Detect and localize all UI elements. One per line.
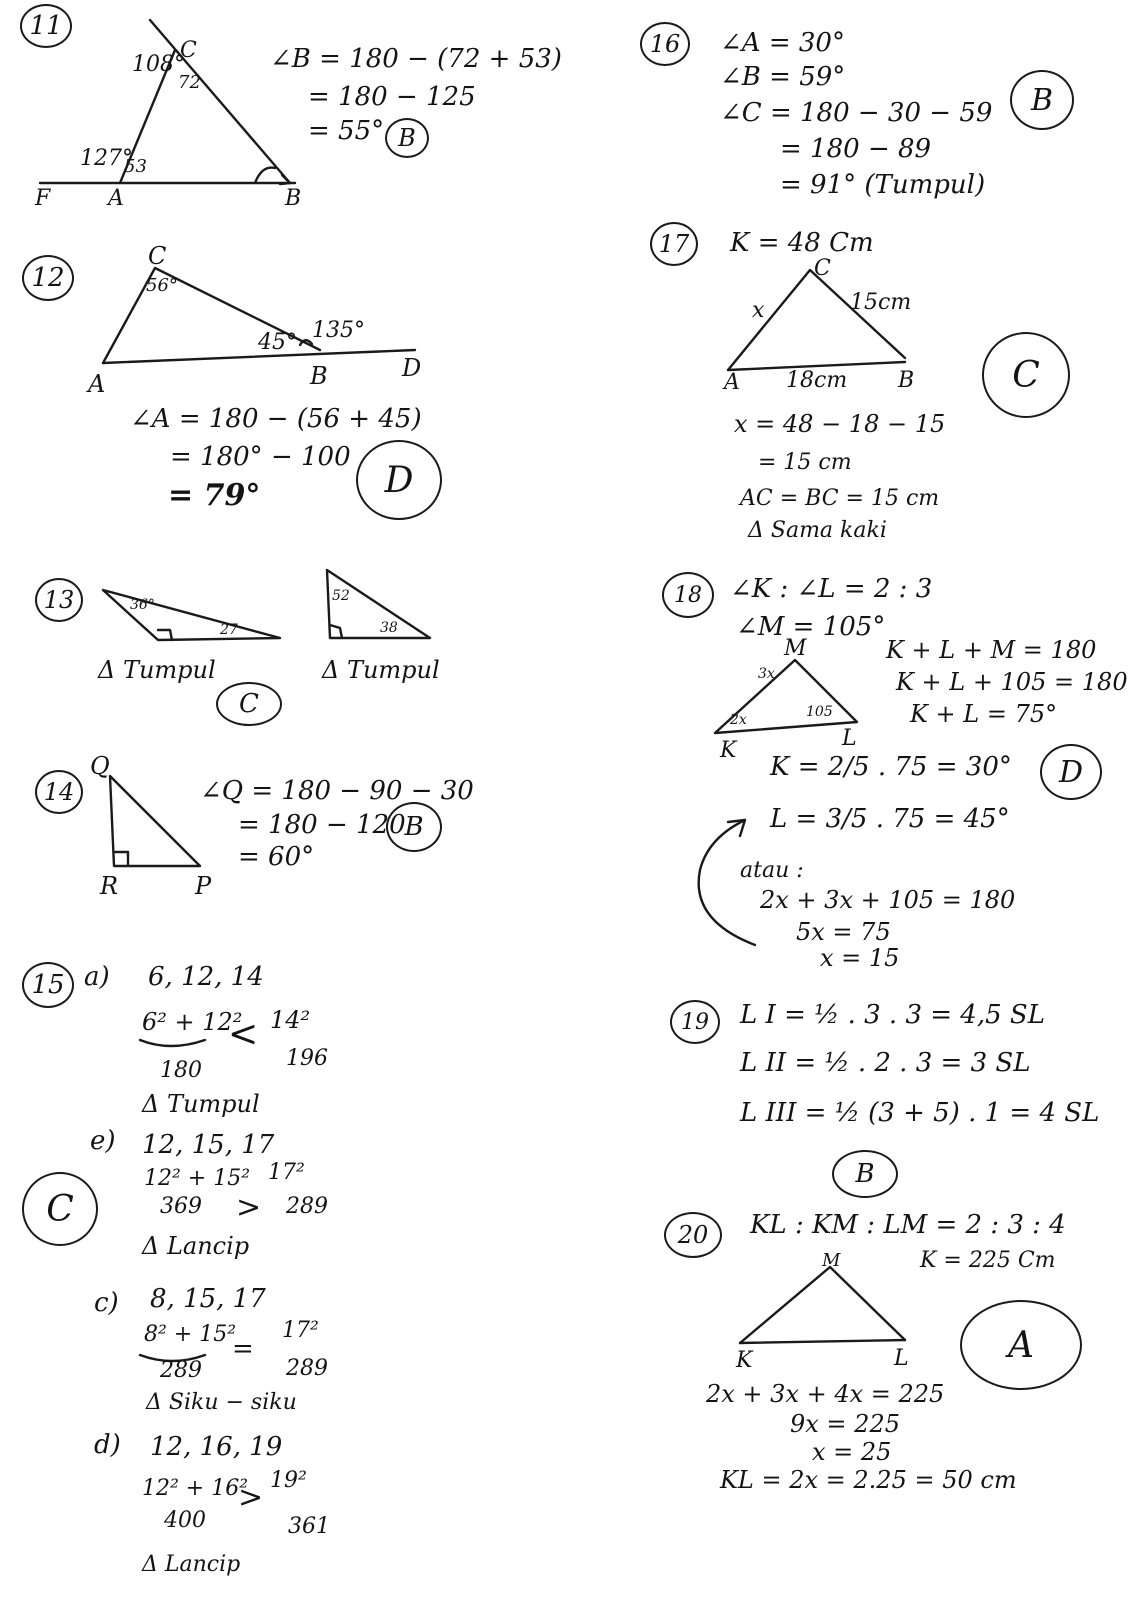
q15a-right-val: 196 bbox=[286, 1046, 328, 1071]
q15c-label: c) bbox=[94, 1288, 119, 1318]
q20-given-1: KL : KM : LM = 2 : 3 : 4 bbox=[750, 1210, 1066, 1240]
q13-number: 13 bbox=[35, 578, 83, 622]
q15d-sides: 12, 16, 19 bbox=[150, 1432, 283, 1462]
q11-work-1: ∠B = 180 − (72 + 53) bbox=[270, 44, 562, 74]
q15d-left-val: 400 bbox=[164, 1508, 206, 1533]
q15e-result: Δ Lancip bbox=[142, 1232, 250, 1260]
q11-answer: B bbox=[385, 118, 429, 158]
q20-label-m: M bbox=[822, 1250, 841, 1271]
q15c-right: 17² bbox=[282, 1318, 319, 1343]
q14-work-2: = 180 − 120 bbox=[238, 810, 406, 840]
q18-sum-2: K + L + 105 = 180 bbox=[896, 668, 1128, 696]
q18-alt-1: 2x + 3x + 105 = 180 bbox=[760, 886, 1016, 914]
q11-label-72: 72 bbox=[178, 72, 201, 93]
q14-number: 14 bbox=[35, 770, 83, 814]
q20-work-4: KL = 2x = 2.25 = 50 cm bbox=[720, 1466, 1017, 1494]
q17-work-3: AC = BC = 15 cm bbox=[740, 486, 940, 511]
q12-work-2: = 180° − 100 bbox=[170, 442, 351, 472]
q15e-sides: 12, 15, 17 bbox=[142, 1130, 275, 1160]
q15e-right: 17² bbox=[268, 1160, 305, 1185]
q17-work-1: x = 48 − 18 − 15 bbox=[734, 410, 946, 438]
q20-work-1: 2x + 3x + 4x = 225 bbox=[706, 1380, 945, 1408]
q18-number: 18 bbox=[662, 572, 714, 618]
q11-label-b: B bbox=[285, 186, 302, 211]
q17-answer: C bbox=[982, 332, 1070, 418]
q18-alt-label: atau : bbox=[740, 858, 804, 883]
q18-sum-3: K + L = 75° bbox=[910, 700, 1058, 728]
q15d-left: 12² + 16² bbox=[142, 1476, 249, 1501]
q13-fig2-caption: Δ Tumpul bbox=[322, 656, 440, 684]
q16-work-4: = 180 − 89 bbox=[780, 134, 932, 164]
q13-triangle-2 bbox=[327, 570, 430, 638]
q17-label-ab: 18cm bbox=[786, 368, 848, 393]
q16-work-2: ∠B = 59° bbox=[720, 62, 846, 92]
q15c-left: 8² + 15² bbox=[144, 1322, 237, 1347]
q17-given: K = 48 Cm bbox=[730, 228, 874, 258]
q17-label-a: A bbox=[724, 370, 740, 395]
q15-answer: C bbox=[22, 1172, 98, 1246]
q15e-right-val: 289 bbox=[286, 1194, 328, 1219]
q19-work-1: L I = ½ . 3 . 3 = 4,5 SL bbox=[740, 1000, 1045, 1030]
q20-answer: A bbox=[960, 1300, 1082, 1390]
q15e-label: e) bbox=[90, 1126, 116, 1156]
q12-work-1: ∠A = 180 − (56 + 45) bbox=[130, 404, 422, 434]
q20-number: 20 bbox=[664, 1212, 722, 1258]
q18-alt-2: 5x = 75 bbox=[796, 918, 891, 946]
q17-label-c: C bbox=[814, 256, 831, 281]
q15d-right-val: 361 bbox=[288, 1514, 330, 1539]
q16-work-5: = 91° (Tumpul) bbox=[780, 170, 986, 200]
q11-label-f: F bbox=[35, 186, 51, 211]
q11-label-127: 127° bbox=[80, 146, 133, 171]
q17-label-bc: 15cm bbox=[850, 290, 912, 315]
q15e-left: 12² + 15² bbox=[144, 1166, 251, 1191]
q12-number: 12 bbox=[22, 255, 74, 301]
q18-label-k: K bbox=[720, 738, 737, 763]
q11-label-108: 108° bbox=[132, 52, 185, 77]
q12-label-d: D bbox=[402, 354, 422, 382]
q15-number: 15 bbox=[22, 962, 74, 1008]
q17-work-2: = 15 cm bbox=[758, 450, 852, 475]
q19-work-2: L II = ½ . 2 . 3 = 3 SL bbox=[740, 1048, 1031, 1078]
q15d-result: Δ Lancip bbox=[142, 1552, 241, 1577]
q20-work-2: 9x = 225 bbox=[790, 1410, 900, 1438]
q16-answer: B bbox=[1010, 70, 1074, 130]
q16-work-1: ∠A = 30° bbox=[720, 28, 845, 58]
q11-number: 11 bbox=[20, 4, 72, 48]
q15a-result: Δ Tumpul bbox=[142, 1090, 260, 1118]
q12-work-3: = 79° bbox=[168, 478, 261, 513]
q18-label-3x: 3x bbox=[758, 666, 775, 682]
q18-label-m: M bbox=[784, 636, 807, 661]
q15e-cmp: > bbox=[236, 1190, 262, 1225]
q13-fig1-angle-36: 36° bbox=[130, 597, 155, 613]
q12-label-b: B bbox=[310, 362, 328, 390]
q20-label-k: K bbox=[736, 1348, 753, 1373]
q14-label-r: R bbox=[100, 872, 119, 900]
q15c-result: Δ Siku − siku bbox=[146, 1390, 297, 1415]
q18-work-1: K = 2/5 . 75 = 30° bbox=[770, 752, 1012, 782]
q15a-right: 14² bbox=[270, 1006, 311, 1034]
q15e-left-val: 369 bbox=[160, 1194, 202, 1219]
q17-label-x: x bbox=[752, 298, 765, 323]
q15d-cmp: > bbox=[238, 1480, 264, 1515]
q15a-sides: 6, 12, 14 bbox=[148, 962, 264, 992]
q17-number: 17 bbox=[650, 222, 698, 266]
q15c-left-val: 289 bbox=[160, 1358, 202, 1383]
q11-triangle bbox=[40, 20, 295, 184]
q11-label-53: 53 bbox=[124, 156, 147, 177]
q11-work-2: = 180 − 125 bbox=[308, 82, 476, 112]
q18-given-2: ∠M = 105° bbox=[736, 612, 886, 642]
q17-label-b: B bbox=[898, 368, 915, 393]
q18-alt-3: x = 15 bbox=[820, 944, 900, 972]
q13-fig2-angle-52: 52 bbox=[332, 588, 350, 604]
q20-work-3: x = 25 bbox=[812, 1438, 892, 1466]
q16-number: 16 bbox=[640, 22, 690, 66]
q11-label-a: A bbox=[108, 186, 124, 211]
q19-work-3: L III = ½ (3 + 5) . 1 = 4 SL bbox=[740, 1098, 1100, 1128]
q14-triangle bbox=[110, 776, 200, 866]
q15c-right-val: 289 bbox=[286, 1356, 328, 1381]
q15a-left-val: 180 bbox=[160, 1058, 202, 1083]
q14-label-q: Q bbox=[90, 752, 110, 780]
q11-work-3: = 55° bbox=[308, 116, 385, 146]
q14-work-3: = 60° bbox=[238, 842, 315, 872]
q12-answer: D bbox=[356, 440, 442, 520]
q17-work-4: Δ Sama kaki bbox=[748, 518, 887, 543]
q15a-cmp: < bbox=[228, 1014, 259, 1055]
q18-answer: D bbox=[1040, 744, 1102, 800]
q12-label-56: 56° bbox=[146, 275, 178, 296]
q20-triangle bbox=[740, 1267, 905, 1343]
q15d-label: d) bbox=[94, 1430, 121, 1460]
q14-answer: B bbox=[386, 802, 442, 852]
q15a-label: a) bbox=[84, 962, 110, 992]
q15c-cmp: = bbox=[232, 1334, 254, 1364]
q15d-right: 19² bbox=[270, 1468, 307, 1493]
q19-number: 19 bbox=[670, 1000, 720, 1044]
q13-fig1-angle-27: 27 bbox=[220, 622, 238, 638]
q18-label-2x: 2x bbox=[730, 712, 747, 728]
q13-fig1-caption: Δ Tumpul bbox=[98, 656, 216, 684]
q12-label-45: 45° bbox=[258, 330, 297, 355]
q14-label-p: P bbox=[195, 872, 212, 900]
q11-label-c: C bbox=[180, 38, 197, 63]
q15c-sides: 8, 15, 17 bbox=[150, 1284, 266, 1314]
q18-sum-1: K + L + M = 180 bbox=[886, 636, 1097, 664]
q13-answer: C bbox=[216, 682, 282, 726]
q18-label-105: 105 bbox=[806, 704, 833, 720]
q19-answer: B bbox=[832, 1150, 898, 1198]
q15a-left: 6² + 12² bbox=[142, 1008, 243, 1036]
q16-work-3: ∠C = 180 − 30 − 59 bbox=[720, 98, 993, 128]
q12-label-135: 135° bbox=[312, 318, 365, 343]
q20-given-2: K = 225 Cm bbox=[920, 1248, 1056, 1273]
q12-label-a: A bbox=[88, 370, 106, 398]
q20-label-l: L bbox=[894, 1346, 909, 1371]
q13-fig2-angle-38: 38 bbox=[380, 620, 398, 636]
q18-given-1: ∠K : ∠L = 2 : 3 bbox=[730, 574, 933, 604]
q14-work-1: ∠Q = 180 − 90 − 30 bbox=[200, 776, 474, 806]
q18-label-l: L bbox=[842, 726, 857, 751]
q12-label-c: C bbox=[148, 242, 167, 270]
q18-work-2: L = 3/5 . 75 = 45° bbox=[770, 804, 1010, 834]
